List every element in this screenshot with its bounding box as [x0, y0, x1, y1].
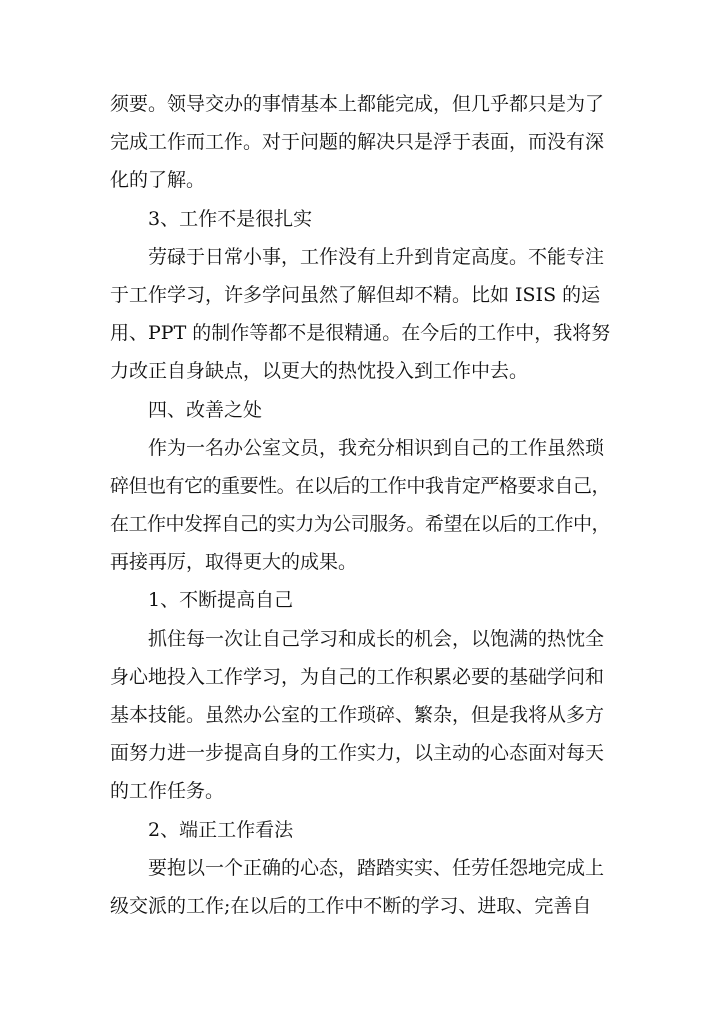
text-line: 作为一名办公室文员，我充分相识到自己的工作虽然琐 — [148, 436, 605, 459]
text-line: 2、端正工作看法 — [148, 818, 294, 841]
text-line: 要抱以一个正确的心态，踏踏实实、任劳任怨地完成上 — [148, 856, 605, 879]
text-line: 级交派的工作;在以后的工作中不断的学习、进取、完善自 — [110, 894, 592, 917]
text-line: 的工作任务。 — [110, 780, 225, 803]
document-body — [110, 85, 610, 925]
text-line: 基本技能。虽然办公室的工作琐碎、繁杂，但是我将从多方 — [110, 704, 605, 726]
text-line: 劳碌于日常小事，工作没有上升到肯定高度。不能专注 — [148, 245, 605, 268]
text-line: 面努力进一步提高自身的工作实力，以主动的心态面对每天 — [110, 742, 605, 765]
text-line: 完成工作而工作。对于问题的解决只是浮于表面，而没有深 — [110, 131, 605, 154]
text-line: 3、工作不是很扎实 — [148, 207, 313, 230]
text-line: 在工作中发挥自己的实力为公司服务。希望在以后的工作中， — [110, 513, 611, 536]
text-line: 力改正自身缺点，以更大的热忱投入到工作中去。 — [110, 360, 529, 383]
text-line: 于工作学习，许多学问虽然了解但却不精。比如 ISIS 的运 — [110, 283, 601, 306]
text-line: 化的了解。 — [110, 169, 206, 192]
text-line: 再接再厉，取得更大的成果。 — [110, 551, 358, 574]
text-line: 四、改善之处 — [148, 398, 263, 421]
text-line: 须要。领导交办的事情基本上都能完成，但几乎都只是为了 — [110, 93, 605, 115]
text-line: 碎但也有它的重要性。在以后的工作中我肯定严格要求自己， — [110, 474, 611, 497]
text-line: 身心地投入工作学习，为自己的工作积累必要的基础学问和 — [110, 665, 605, 688]
text-line: 用、PPT 的制作等都不是很精通。在今后的工作中，我将努 — [110, 322, 611, 345]
text-line: 1、不断提高自己 — [148, 589, 294, 612]
text-line: 抓住每一次让自己学习和成长的机会，以饱满的热忱全 — [148, 627, 605, 650]
